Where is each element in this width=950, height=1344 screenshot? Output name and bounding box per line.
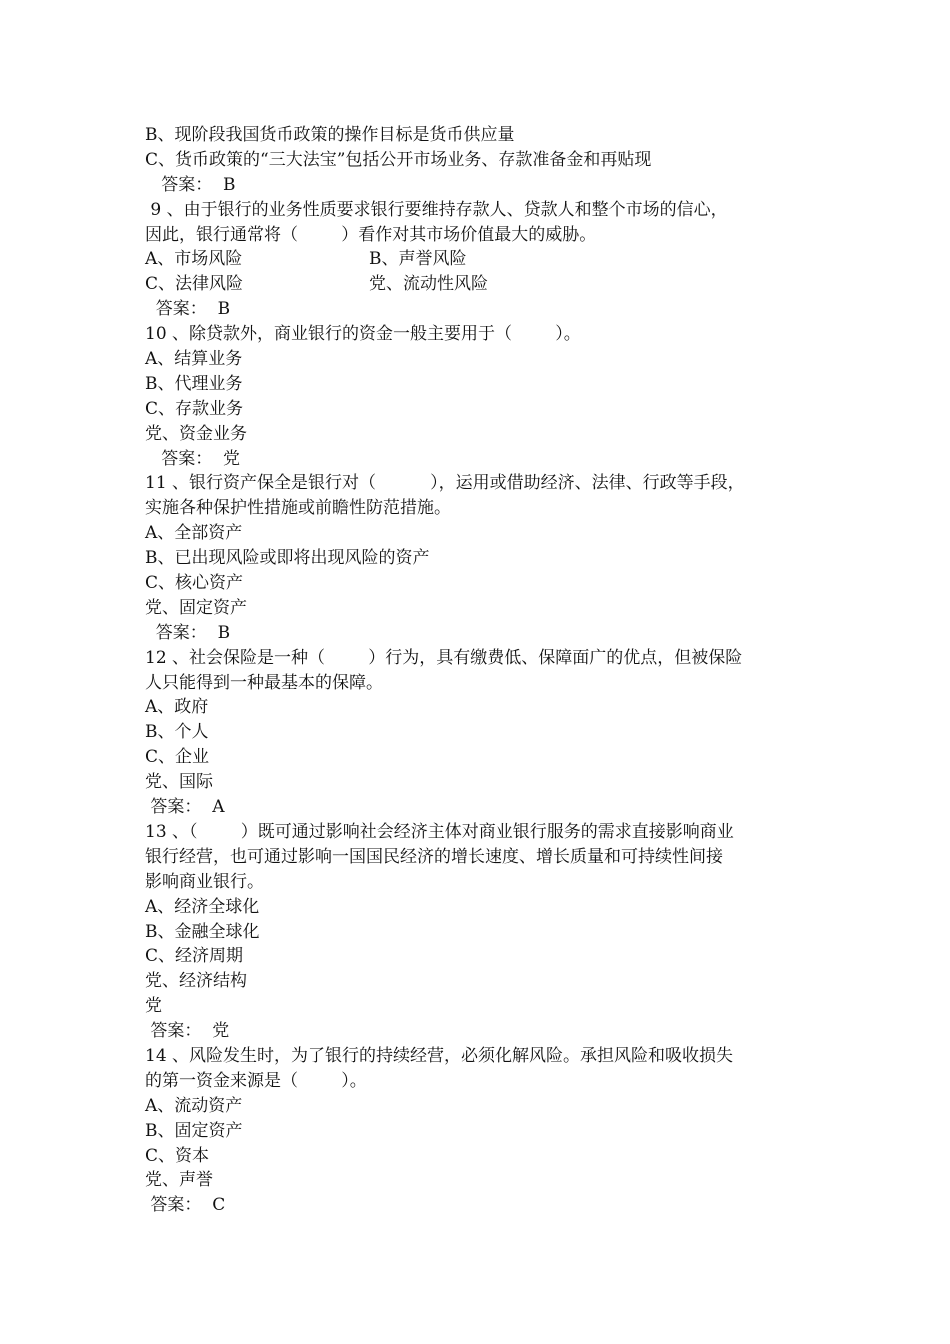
answer-line: 答案： B (145, 299, 231, 320)
text-line: 党、固定资产 (145, 597, 247, 618)
text-line: B、个人 (145, 722, 209, 743)
text-line: C、货币政策的“三大法宝”包括公开市场业务、存款准备金和再贴现 (145, 149, 652, 170)
text-line: 12 、社会保险是一种（ ）行为，具有缴费低、保障面广的优点，但被保险 (145, 647, 743, 668)
text-line: 因此，银行通常将（ ）看作对其市场价值最大的威胁。 (145, 224, 597, 245)
text-line: 13 、（ ）既可通过影响社会经济主体对商业银行服务的需求直接影响商业 (145, 821, 734, 842)
option-right: B、声誉风险 (369, 249, 467, 270)
text-line: C、资本 (145, 1145, 210, 1166)
answer-line: 答案： A (145, 797, 225, 818)
option-left: C、法律风险 (145, 274, 244, 295)
text-line: 14 、风险发生时，为了银行的持续经营，必须化解风险。承担风险和吸收损失 (145, 1045, 734, 1066)
option-right: 党、流动性风险 (369, 274, 488, 295)
answer-line: 答案： C (145, 1195, 226, 1216)
option-row (145, 272, 825, 297)
text-line: B、代理业务 (145, 373, 243, 394)
text-line: A、结算业务 (145, 349, 243, 370)
text-line: B、已出现风险或即将出现风险的资产 (145, 548, 430, 569)
text-line: 党、经济结构 (145, 971, 247, 992)
text-line: 党、资金业务 (145, 423, 247, 444)
text-line: A、经济全球化 (145, 896, 260, 917)
option-left: A、市场风险 (145, 249, 243, 270)
text-line: B、现阶段我国货币政策的操作目标是货币供应量 (145, 125, 515, 145)
text-line: A、全部资产 (145, 523, 243, 544)
text-line: C、经济周期 (145, 946, 244, 967)
answer-line: 答案： B (145, 622, 231, 643)
answer-line: 答案： B (145, 174, 236, 195)
text-line: 10 、除贷款外，商业银行的资金一般主要用于（ ）。 (145, 324, 581, 345)
text-line: B、固定资产 (145, 1120, 243, 1141)
text-line: 9 、由于银行的业务性质要求银行要维持存款人、贷款人和整个市场的信心， (145, 199, 728, 220)
text-line: 的第一资金来源是（ ）。 (145, 1070, 367, 1091)
text-line: 人只能得到一种最基本的保障。 (145, 672, 383, 693)
text-line: 银行经营，也可通过影响一国国民经济的增长速度、增长质量和可持续性间接 (145, 846, 723, 867)
text-line: C、存款业务 (145, 398, 244, 419)
text-line: 11 、银行资产保全是银行对（ ），运用或借助经济、法律、行政等手段， (145, 473, 745, 494)
text-line: 实施各种保护性措施或前瞻性防范措施。 (145, 498, 451, 519)
text-line: 党、国际 (145, 772, 213, 793)
text-line: C、核心资产 (145, 573, 244, 594)
text-line: 党、声誉 (145, 1170, 213, 1191)
option-row (145, 247, 825, 272)
text-line: C、企业 (145, 747, 210, 768)
answer-line: 答案： 党 (145, 1021, 230, 1042)
answer-line: 答案： 党 (145, 448, 241, 469)
document-body (145, 123, 825, 1218)
text-line: A、政府 (145, 697, 209, 718)
text-line: 影响商业银行。 (145, 871, 264, 892)
text-line: 党 (145, 996, 162, 1017)
text-line: B、金融全球化 (145, 921, 260, 942)
text-line: A、流动资产 (145, 1095, 243, 1116)
